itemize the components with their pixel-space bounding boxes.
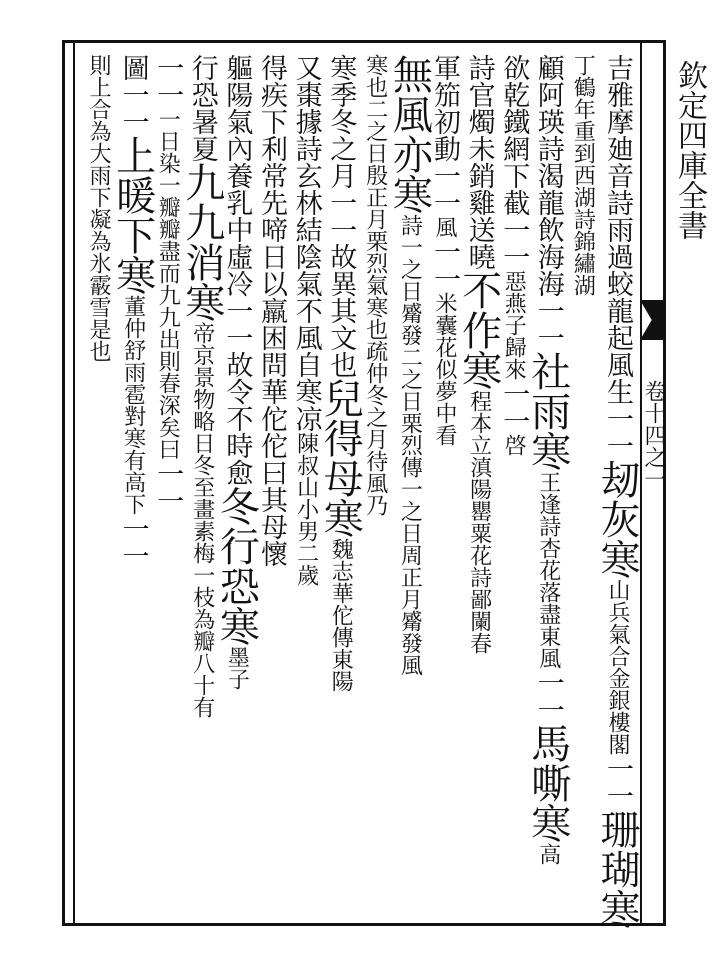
annotation-text: 寒也二之日殷正月栗烈氣寒也疏仲冬之月待風乃 — [362, 54, 388, 516]
body-text: 夏 — [186, 135, 218, 162]
column-text — [567, 54, 597, 296]
annotation-text: 墨子 — [224, 646, 250, 690]
annotation-text: 王逢詩杏花落盡東風 — [535, 471, 561, 669]
column-text — [386, 54, 433, 676]
entry-heading: 九九消寒 — [178, 162, 225, 322]
annotation-text: 陳叔山小男二歲 — [293, 432, 319, 586]
body-text: 顧阿瑛詩渴龍飲海海 — [532, 54, 564, 297]
entry-heading: 兒得母寒 — [317, 378, 364, 538]
body-text: 一一 — [602, 405, 633, 459]
annotation-text: 程本立滇陽罌粟花詩鄙闌春 — [466, 390, 492, 654]
body-text: 圖 — [117, 54, 149, 81]
entry-heading: 上暖下寒 — [109, 135, 156, 295]
body-text: 又棗據詩玄林結陰氣不風自寒凉 — [290, 54, 322, 432]
column-text — [524, 54, 571, 865]
body-text: 一一 — [221, 297, 253, 351]
annotation-text: 風 — [432, 216, 457, 238]
body-text: 軍笳初動 — [429, 54, 460, 162]
text-column — [496, 54, 530, 456]
text-column — [178, 54, 225, 718]
body-text: 一一 — [429, 162, 460, 216]
body-text: 一一 — [498, 216, 530, 270]
left-border-line — [73, 40, 75, 926]
text-column — [524, 54, 571, 865]
body-text: 一一 — [117, 81, 149, 135]
entry-heading: 冬行恐寒 — [213, 486, 260, 646]
annotation-text: 啓 — [501, 434, 527, 456]
text-column — [565, 54, 599, 296]
body-text: 一一 — [152, 460, 184, 514]
entry-heading: 無風亦寒 — [386, 54, 433, 214]
column-text — [498, 54, 528, 456]
volume-label: 卷十四之一 — [641, 380, 666, 490]
annotation-text: 董仲舒雨雹對寒有高下 — [120, 295, 146, 515]
body-text: 詩官燭未銷雞送曉 — [463, 54, 495, 270]
annotation-text: 帝京景物略日冬至畫素梅一枝為瓣八十有 — [189, 322, 215, 718]
column-text — [109, 54, 156, 569]
column-text — [152, 54, 182, 514]
text-column — [289, 54, 323, 586]
annotation-text: 詩一之日觱發二之日栗烈傳一之日周正月觱發風 — [397, 214, 423, 676]
entry-heading: 刼灰寒 — [594, 459, 640, 579]
body-text: 行恐暑 — [186, 54, 218, 135]
body-text: 一一 — [152, 54, 184, 108]
text-column — [386, 54, 433, 676]
body-text: 軀陽氣內養乳中虛冷 — [221, 54, 253, 297]
annotation-text: 惡燕子歸來 — [501, 270, 527, 380]
text-column — [109, 54, 156, 569]
entry-heading: 馬嘶寒 — [524, 723, 571, 843]
body-text: 寒季冬之月 — [325, 54, 357, 189]
annotation-text: 米囊花似夢中看 — [432, 292, 457, 446]
annotation-text: 兵氣合金銀樓閣 — [605, 601, 630, 755]
book-title: 欽定四庫全書 — [672, 60, 707, 240]
text-column — [594, 54, 640, 929]
body-text: 故異其文也 — [325, 243, 357, 378]
body-text: 得疾下利常先啼日以羸困問華佗佗曰其母懷 — [256, 54, 287, 567]
text-column — [213, 54, 260, 690]
body-text: 一一 — [325, 189, 357, 243]
column-text — [291, 54, 321, 586]
body-text: 一一 — [117, 515, 149, 569]
body-text: 一一 — [532, 297, 564, 351]
annotation-text: 高 — [535, 843, 561, 865]
body-text: 一一 — [498, 380, 530, 434]
body-text: 一一 — [602, 755, 633, 809]
column-text — [429, 54, 459, 446]
entry-heading: 不作寒 — [455, 270, 502, 390]
text-column — [81, 54, 115, 362]
body-text: 一一 — [429, 238, 460, 292]
entry-heading: 珊瑚寒 — [594, 809, 640, 929]
column-text — [360, 54, 390, 516]
body-text: 龍起風生 — [602, 297, 633, 405]
body-text: 故令不時愈 — [221, 351, 253, 486]
column-text — [83, 54, 113, 362]
body-text: 一一 — [532, 669, 564, 723]
annotation-text: 山 — [605, 579, 630, 601]
annotation-text: 則上合為大雨下凝為氷霰雪是也 — [86, 54, 111, 362]
column-text — [213, 54, 260, 690]
body-text: 吉雅摩廸音詩雨過蛟 — [602, 54, 633, 297]
column-text — [317, 54, 364, 692]
column-text — [594, 54, 640, 929]
column-text — [178, 54, 225, 718]
entry-heading: 社雨寒 — [524, 351, 571, 471]
column-text — [455, 54, 502, 654]
body-text: 欲乾鐵網下截 — [498, 54, 530, 216]
text-column — [455, 54, 502, 654]
text-column — [317, 54, 364, 692]
annotation-text: 魏志華佗傳東陽 — [328, 538, 354, 692]
annotation-text: 丁鶴年重到西湖詩錦繡湖 — [570, 54, 596, 296]
annotation-text: 一日染一瓣瓣盡而九九出則春深矣曰 — [155, 108, 181, 460]
column-text — [256, 54, 286, 567]
